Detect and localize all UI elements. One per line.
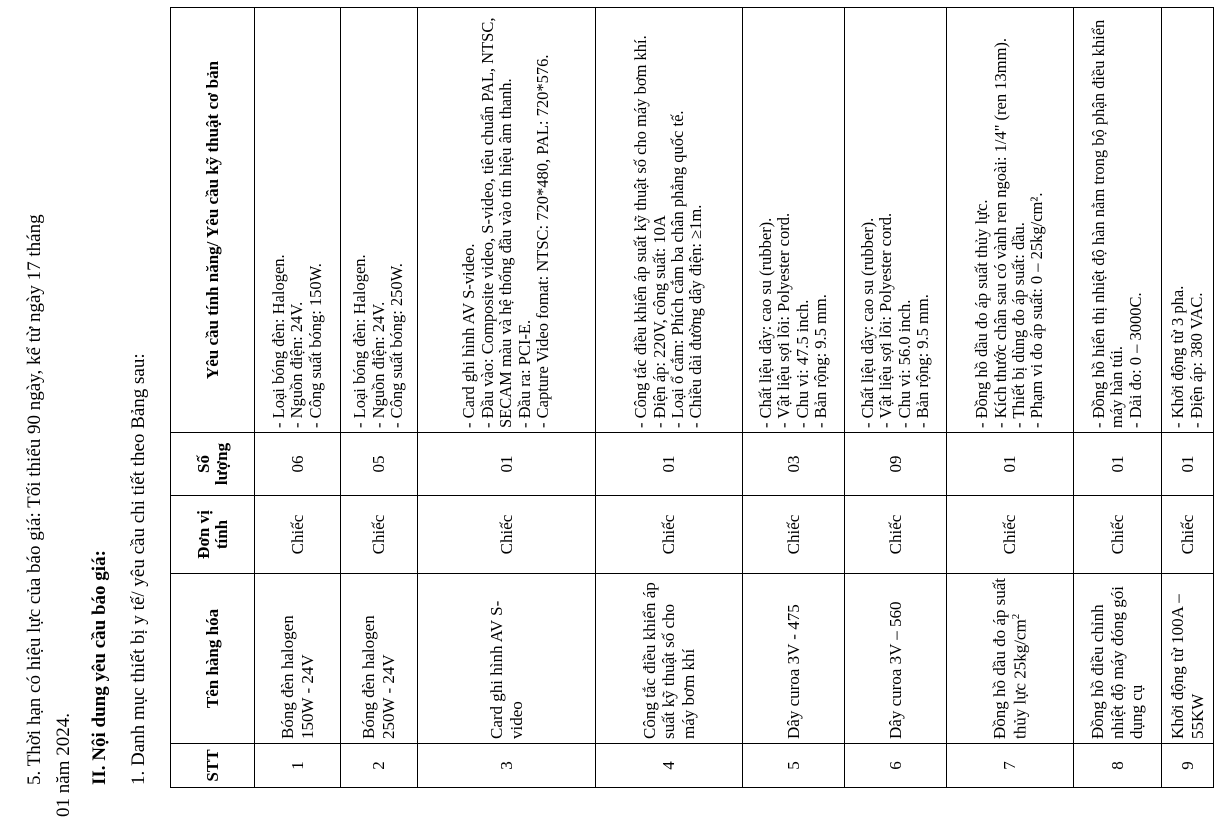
row-name [947, 574, 1074, 744]
req-line: - Nguồn điện: 24V. [287, 301, 307, 428]
table-row [743, 8, 845, 788]
header-stt: STT [171, 744, 255, 788]
row-unit: Chiếc [845, 496, 947, 574]
row-stt: 8 [1074, 744, 1162, 788]
table-header-row [171, 8, 255, 788]
row-stt: 4 [596, 744, 743, 788]
row-qty: 01 [1162, 433, 1214, 496]
table-intro: 1. Danh mục thiết bị y tế/ yêu cầu chi tiết theo Bảng sau: [128, 353, 149, 785]
row-name: Bóng đèn halogen 250W - 24V [341, 574, 418, 744]
req-line: - Đầu vào: Composite video, S-video, tiêu chuẩn PAL, NTSC, SECAM màu và hệ thống đầu vào tín hiệu âm thanh. [477, 17, 516, 428]
req-line: - Chiều dài đường dây điện: ≥1m. [686, 204, 706, 428]
row-stt: 6 [845, 744, 947, 788]
req-line: - Điện áp: 220V, công suất: 10A [649, 215, 669, 428]
req-line: - Chất liệu dây: cao su (rubber). [755, 217, 775, 428]
row-name: Dây curoa 3V - 475 [743, 574, 845, 744]
row-stt: 9 [1162, 744, 1214, 788]
row-requirements [255, 8, 341, 433]
validity-line: 5. Thời hạn có hiệu lực của báo giá: Tối thiểu 90 ngày, kể từ ngày 17 tháng [24, 214, 45, 785]
row-name: Bóng đèn halogen 150W - 24V [255, 574, 341, 744]
req-line: - Đồng hồ hiển thị nhiệt độ hàn nằm trong bộ phận điều khiển máy hàn túi. [1088, 19, 1127, 428]
row-qty: 01 [947, 433, 1074, 496]
table-row [418, 8, 596, 788]
table-row [596, 8, 743, 788]
row-unit: Chiếc [341, 496, 418, 574]
row-stt: 7 [947, 744, 1074, 788]
row-stt: 1 [255, 744, 341, 788]
req-line: - Loại bóng đèn: Halogen. [268, 254, 288, 428]
header-name: Tên hàng hóa [171, 574, 255, 744]
req-line: - Vật liệu sợi lõi: Polyester cord. [876, 212, 896, 428]
row-qty: 01 [596, 433, 743, 496]
req-line: - Công suất bóng: 250W. [387, 263, 407, 428]
row-qty: 01 [1074, 433, 1162, 496]
header-req: Yêu cầu tính năng/ Yêu cầu kỹ thuật cơ bản [171, 8, 255, 433]
validity-line-cont: 01 năm 2024. [53, 713, 74, 817]
req-line: - Card ghi hình AV S-video. [459, 243, 479, 428]
row-requirements [341, 8, 418, 433]
req-line: - Bản rộng: 9.5 mm. [810, 294, 830, 428]
row-name-text: Đồng hồ dầu đo áp suất thủy lực 25kg/cm [990, 577, 1030, 739]
row-name: Khởi động từ 100A – 55KW [1162, 574, 1214, 744]
req-line: - Capture Video fomat: NTSC: 720*480, PAL: 720*576. [533, 54, 553, 428]
table-row [947, 8, 1074, 788]
table-row [341, 8, 418, 788]
req-line: - Khởi động từ 3 pha. [1168, 285, 1188, 428]
req-line: - Nguồn điện: 24V. [368, 301, 388, 428]
row-stt: 2 [341, 744, 418, 788]
req-line: - Dải đo: 0 – 3000C. [1125, 292, 1145, 428]
header-qty: Số lượng [171, 433, 255, 496]
row-requirements [1074, 8, 1162, 433]
row-requirements [1162, 8, 1214, 433]
row-unit: Chiếc [596, 496, 743, 574]
table-row [1162, 8, 1214, 788]
req-line: - Công tắc điều khiển áp suất kỹ thuật số cho máy bơm khí. [631, 35, 651, 428]
req-line: - Chất liệu dây: cao su (rubber). [857, 217, 877, 428]
row-name: Công tắc điều khiển áp suất kỹ thuật số cho máy bơm khí [596, 574, 743, 744]
req-line: - Chu vi: 56.0 inch. [894, 299, 914, 428]
req-line: - Bản rộng: 9.5 mm. [912, 294, 932, 428]
row-stt: 5 [743, 744, 845, 788]
row-qty: 05 [341, 433, 418, 496]
req-line: - Loại bóng đèn: Halogen. [350, 254, 370, 428]
row-requirements [596, 8, 743, 433]
req-line: - Kích thước chân sau có vành ren ngoài: 1/4" (ren 13mm). [990, 37, 1010, 428]
superscript: 2 [1009, 613, 1022, 620]
row-qty: 06 [255, 433, 341, 496]
req-line: - Chu vi: 47.5 inch. [792, 299, 812, 428]
row-unit: Chiếc [255, 496, 341, 574]
row-unit: Chiếc [743, 496, 845, 574]
header-unit: Đơn vị tính [171, 496, 255, 574]
table-row [1074, 8, 1162, 788]
req-line: - Đầu ra: PCI-E. [514, 319, 534, 428]
row-name: Đồng hồ điều chỉnh nhiệt độ máy đóng gói dụng cụ [1074, 574, 1162, 744]
row-unit: Chiếc [1162, 496, 1214, 574]
req-line: - Phạm vi đo áp suất: 0 – 25kg/cm². [1027, 192, 1047, 428]
req-line: - Thiết bị dùng đo áp suất: dầu. [1009, 222, 1028, 428]
row-requirements [418, 8, 596, 433]
req-line: - Điện áp: 380 VAC. [1186, 292, 1206, 428]
row-name: Dây curoa 3V – 560 [845, 574, 947, 744]
row-requirements [743, 8, 845, 433]
req-line: - Vật liệu sợi lõi: Polyester cord. [774, 212, 794, 428]
req-line: - Công suất bóng: 150W. [305, 263, 325, 428]
row-qty: 09 [845, 433, 947, 496]
row-unit: Chiếc [418, 496, 596, 574]
row-requirements [947, 8, 1074, 433]
row-requirements [845, 8, 947, 433]
equipment-table [170, 7, 1214, 788]
row-unit: Chiếc [1074, 496, 1162, 574]
req-line: - Loại ổ cắm: Phích cắm ba chân phẳng quốc tế. [668, 110, 687, 428]
req-line: - Đồng hồ dầu đo áp suất thủy lực. [972, 199, 992, 428]
row-name: Card ghi hình AV S-video [418, 574, 596, 744]
table-row [255, 8, 341, 788]
section-heading: II. Nội dung yêu cầu báo giá: [89, 550, 110, 785]
table-row [845, 8, 947, 788]
row-qty: 01 [418, 433, 596, 496]
row-qty: 03 [743, 433, 845, 496]
row-unit: Chiếc [947, 496, 1074, 574]
row-stt: 3 [418, 744, 596, 788]
